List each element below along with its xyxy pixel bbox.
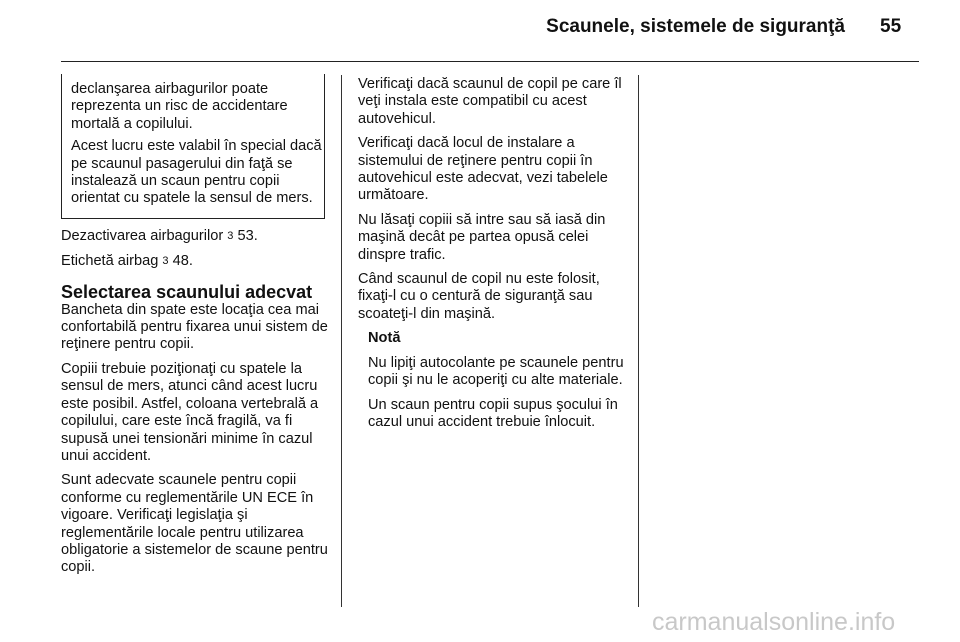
middle-column <box>358 76 626 438</box>
reference-text: Etichetă airbag <box>61 253 159 270</box>
page-number: 55 <box>880 16 902 37</box>
body-paragraph: Sunt adecvate scaunele pentru copii conforme cu reglementările UN ECE în vigoare. Verificaţi legislaţia şi reglementările locale pentru utilizarea obligatorie a sistemelor de scaune pentru copii. <box>61 472 328 576</box>
section-heading: Selectarea scaunului adecvat <box>61 281 313 302</box>
reference-page: 48. <box>172 253 193 270</box>
note-block <box>358 330 626 431</box>
watermark-text: carmanualsonline.info <box>652 608 896 636</box>
warning-paragraph: declanşarea airbagurilor poate reprezenta un risc de accidentare mortală a copilului. <box>71 81 288 132</box>
column-divider-left <box>341 75 342 607</box>
body-paragraph: Copiii trebuie poziţionaţi cu spatele la sensul de mers, atunci când acest lucru este posibil. Astfel, coloana vertebrală a copilului, care este încă fragilă, va fi supusă unei tensionări minime în cazul unui accident. <box>61 360 319 464</box>
body-paragraph: Verificaţi dacă locul de instalare a sistemului de reţinere pentru copii în autovehicul este adecvat, vezi tabelele următoare. <box>358 135 608 204</box>
warning-paragraph: Acest lucru este valabil în special dacă pe scaunul pasagerului din faţă se instalează un scaun pentru copii orientat cu spatele la sensul de mers. <box>71 138 322 207</box>
body-paragraph: Bancheta din spate este locaţia cea mai confortabilă pentru fixarea unui sistem de reţinere pentru copii. <box>61 301 328 353</box>
body-paragraph: Verificaţi dacă scaunul de copil pe care îl veţi instala este compatibil cu acest autovehicul. <box>358 76 622 127</box>
page-ref-arrow-icon: 3 <box>162 255 169 268</box>
page-ref-arrow-icon: 3 <box>227 229 234 242</box>
warning-box <box>61 74 325 219</box>
header-rule <box>61 61 919 62</box>
left-column <box>61 74 331 584</box>
body-paragraph: Când scaunul de copil nu este folosit, fixaţi-l cu o centură de siguranţă sau scoateţi-l din maşină. <box>358 271 600 322</box>
column-divider-right <box>638 75 639 607</box>
note-paragraph: Un scaun pentru copii supus şocului în cazul unui accident trebuie înlocuit. <box>368 396 618 430</box>
cross-reference[interactable] <box>61 228 331 246</box>
body-paragraph: Nu lăsaţi copiii să intre sau să iasă din maşină decât pe partea opusă celei dinspre trafic. <box>358 211 606 263</box>
cross-reference[interactable] <box>61 253 331 271</box>
note-paragraph: Nu lipiţi autocolante pe scaunele pentru copii şi nu le acoperiţi cu alte materiale. <box>368 354 624 389</box>
chapter-title: Scaunele, sistemele de siguranţă <box>546 16 845 37</box>
reference-text: Dezactivarea airbagurilor <box>61 227 224 244</box>
reference-page: 53. <box>237 227 258 244</box>
note-title: Notă <box>368 330 401 347</box>
